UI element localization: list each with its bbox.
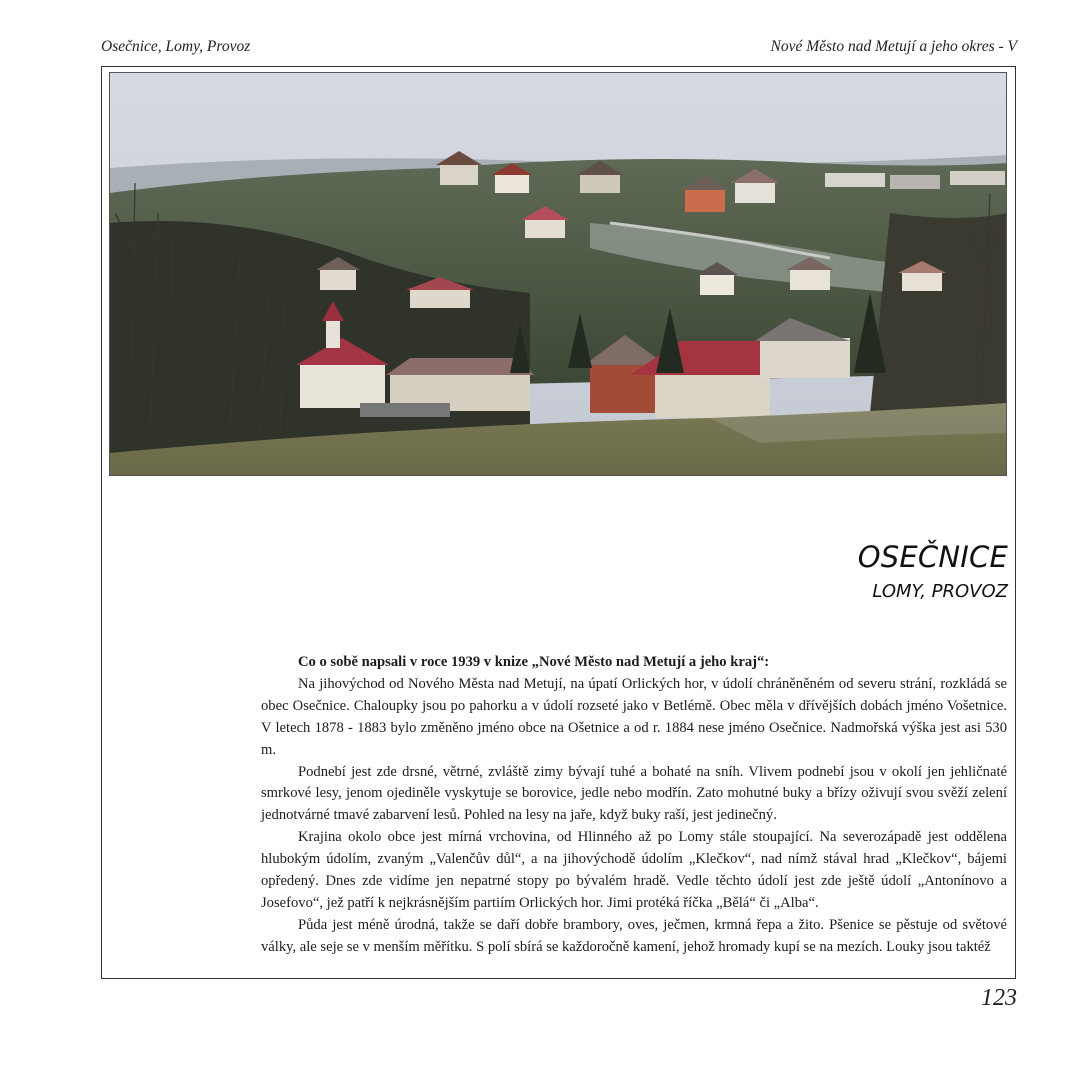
article-paragraph: Půda jest méně úrodná, takže se daří dobře brambory, oves, ječmen, krmná řepa a žito. Pšenice se pěstuje od světové války, ale seje se v menším měřítku. S polí sbírá se každoročně kamení, jehož hromady kupí se na mezích. Louky jsou taktéž [261, 916, 1007, 955]
page-number: 123 [981, 985, 1017, 1011]
article-paragraph: Krajina okolo obce jest mírná vrchovina, od Hlinného až po Lomy stále stoupající. Na severozápadě jest oddělena hlubokým údolím, zvaným „Valenčův důl“, a na jihovýchodě údolím „Klečkov“, nad nímž stával hrad „Klečkov“, bájemi opředený. Dnes zde vidíme jen nepatrné stopy po bývalém hradě. Vedle těchto údolí jest zde ještě údolí „Antonínovo a Josefovo“, jež patří k nejkrásnějším partiím Orlických hor. Jimi protéká říčka „Bělá“ či „Alba“. [261, 829, 1007, 911]
section-title-block [858, 540, 1008, 604]
article-intro: Co o sobě napsali v roce 1939 v knize „Nové Město nad Metují a jeho kraj“: [298, 654, 770, 670]
running-header-left: Osečnice, Lomy, Provoz [101, 38, 251, 55]
article-paragraph: Podnebí jest zde drsné, větrné, zvláště zimy bývají tuhé a bohaté na sníh. Vlivem podnebí jsou v okolí jen jehličnaté smrkové lesy, jenom ojediněle vyskytuje se borovice, jedle nebo modřín. Zato mohutné buky a břízy oživují svou svěží zelení jednotvárné tmavé zabarvení lesů. Pohled na lesy na jaře, když buky raší, jest jedinečný. [261, 763, 1007, 824]
running-header-right: Nové Město nad Metují a jeho okres - V [770, 38, 1017, 55]
section-title: OSEČNICE [857, 540, 1008, 574]
section-subtitle: LOMY, PROVOZ [872, 581, 1008, 602]
article-paragraph: Na jihovýchod od Nového Města nad Metují, na úpatí Orlických hor, v údolí chráněněném od severu strání, rozkládá se obec Osečnice. Chaloupky jsou po pahorku a v údolí rozseté jako v Betlémě. Obec měla v dřívějších dobách jméno Vošetnice. V letech 1878 - 1883 bylo změněno jméno obce na Ošetnice a od r. 1884 nese jméno Osečnice. Nadmořská výška jest asi 530 m. [261, 675, 1007, 758]
village-landscape-photo [109, 72, 1007, 476]
article-body [261, 652, 1007, 959]
